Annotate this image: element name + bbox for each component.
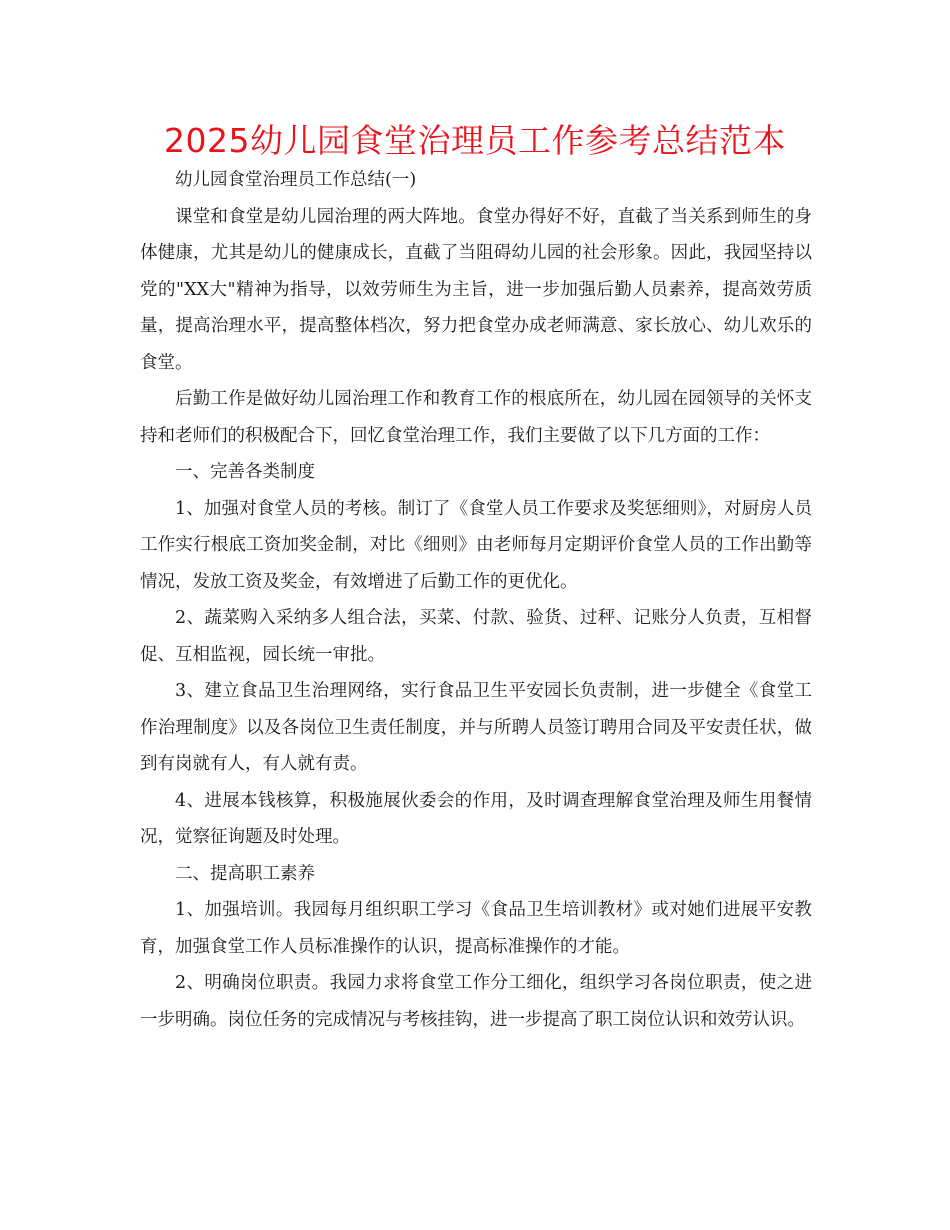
paragraph-item-1-3: 3、建立食品卫生治理网络，实行食品卫生平安园长负责制，进一步健全《食堂工作治理制度》以及各岗位卫生责任制度，并与所聘人员签订聘用合同及平安责任状，做到有岗就有人，有人就有责。: [140, 681, 812, 774]
paragraph-item-2-1: 1、加强培训。我园每月组织职工学习《食品卫生培训教材》或对她们进展平安教育，加强食堂工作人员标准操作的认识，提高标准操作的才能。: [140, 900, 812, 957]
section-heading-2: 二、提高职工素养: [175, 863, 315, 884]
document-title: 2025幼儿园食堂治理员工作参考总结范本: [164, 121, 786, 160]
paragraph-intro: 课堂和食堂是幼儿园治理的两大阵地。食堂办得好不好，直截了当关系到师生的身体健康，尤其是幼儿的健康成长，直截了当阻碍幼儿园的社会形象。因此，我园坚持以党的"XX大"精神为指导，以效劳师生为主旨，进一步加强后勤人员素养，提高效劳质量，提高治理水平，提高整体档次，努力把食堂办成老师满意、家长放心、幼儿欢乐的食堂。: [140, 206, 812, 373]
paragraph-item-1-1: 1、加强对食堂人员的考核。制订了《食堂人员工作要求及奖惩细则》，对厨房人员工作实行根底工资加奖金制，对比《细则》由老师每月定期评价食堂人员的工作出勤等情况，发放工资及奖金，有效增进了后勤工作的更优化。: [140, 498, 812, 592]
paragraph-item-1-4: 4、进展本钱核算，积极施展伙委会的作用，及时调查理解食堂治理及师生用餐情况，觉察征询题及时处理。: [140, 790, 812, 847]
paragraph-item-2-2: 2、明确岗位职责。我园力求将食堂工作分工细化，组织学习各岗位职责，使之进一步明确。岗位任务的完成情况与考核挂钩，进一步提高了职工岗位认识和效劳认识。: [140, 973, 812, 1030]
paragraph-item-1-2: 2、蔬菜购入采纳多人组合法，买菜、付款、验货、过秤、记账分人负责，互相督促、互相监视，园长统一审批。: [140, 608, 812, 665]
document-body: [140, 162, 812, 1038]
paragraph-overview: 后勤工作是做好幼儿园治理工作和教育工作的根底所在，幼儿园在园领导的关怀支持和老师们的积极配合下，回忆食堂治理工作，我们主要做了以下几方面的工作：: [140, 389, 812, 446]
section-subtitle: 幼儿园食堂治理员工作总结(一): [175, 170, 417, 190]
section-heading-1: 一、完善各类制度: [175, 462, 315, 482]
